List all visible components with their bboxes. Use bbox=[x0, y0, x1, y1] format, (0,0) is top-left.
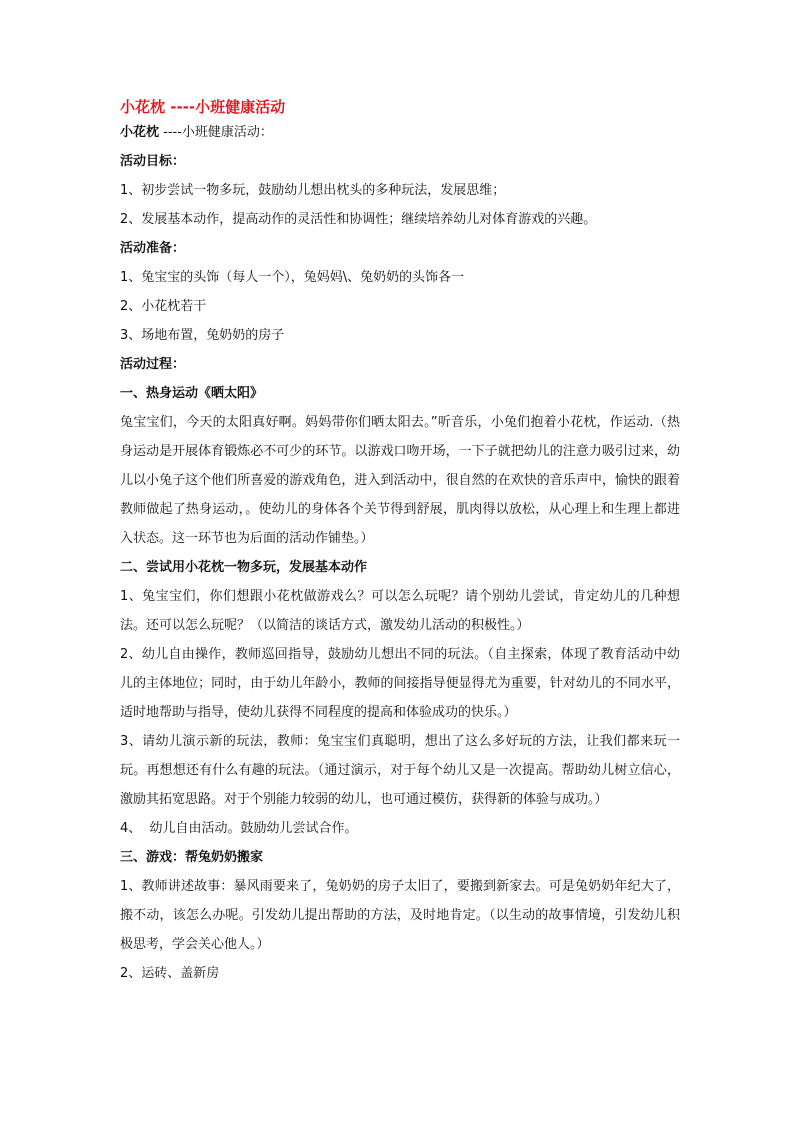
prep-item: 1、兔宝宝的头饰（每人一个），兔妈妈\、兔奶奶的头饰各一 bbox=[120, 270, 465, 285]
subtitle-rest: ----小班健康活动： bbox=[159, 125, 273, 140]
section2-item: 1、兔宝宝们，你们想跟小花枕做游戏么？可以怎么玩呢？请个别幼儿尝试，肯定幼儿的几种想法。还可以怎么玩呢？（以简洁的谈话方式，激发幼儿活动的积极性。） bbox=[120, 589, 680, 633]
goal-item: 1、初步尝试一物多玩，鼓励幼儿想出枕头的多种玩法，发展思维； bbox=[120, 183, 506, 198]
section2-heading: 二、尝试用小花枕一物多玩，发展基本动作 bbox=[120, 560, 368, 575]
process-heading: 活动过程： bbox=[120, 357, 186, 372]
goal-item: 2、发展基本动作，提高动作的灵活性和协调性；继续培养幼儿对体育游戏的兴趣。 bbox=[120, 212, 597, 227]
prep-heading: 活动准备： bbox=[120, 241, 186, 256]
prep-item: 2、小花枕若干 bbox=[120, 299, 207, 314]
section2-item: 2、幼儿自由操作，教师巡回指导，鼓励幼儿想出不同的玩法。（自主探索，体现了教育活动中幼儿的主体地位；同时，由于幼儿年龄小，教师的间接指导便显得尤为重要，针对幼儿的不同水平，适时地帮助与指导，使幼儿获得不同程度的提高和体验成功的快乐。） bbox=[120, 647, 680, 720]
section1-heading: 一、热身运动《晒太阳》 bbox=[120, 386, 264, 401]
document-page bbox=[120, 96, 680, 988]
document-subtitle bbox=[120, 118, 680, 147]
section2-item: 3、请幼儿演示新的玩法，教师：兔宝宝们真聪明，想出了这么多好玩的方法，让我们都来玩一玩。再想想还有什么有趣的玩法。（通过演示，对于每个幼儿又是一次提高。帮助幼儿树立信心，激励其拓宽思路。对于个别能力较弱的幼儿，也可通过模仿，获得新的体验与成功。） bbox=[120, 734, 680, 807]
section3-item: 2、运砖、盖新房 bbox=[120, 966, 220, 981]
section3-heading: 三、游戏：帮兔奶奶搬家 bbox=[120, 850, 264, 865]
section3-item: 1、教师讲述故事：暴风雨要来了，兔奶奶的房子太旧了，要搬到新家去。可是兔奶奶年纪大了，搬不动，该怎么办呢。引发幼儿提出帮助的方法，及时地肯定。（以生动的故事情境，引发幼儿积极思考，学会关心他人。） bbox=[120, 879, 680, 952]
document-title: 小花枕 ----小班健康活动 bbox=[120, 98, 286, 116]
subtitle-bold: 小花枕 bbox=[120, 125, 160, 140]
goals-heading: 活动目标： bbox=[120, 154, 186, 169]
prep-item: 3、场地布置，兔奶奶的房子 bbox=[120, 328, 285, 343]
section2-item: 4、 幼儿自由活动。鼓励幼儿尝试合作。 bbox=[120, 821, 358, 836]
section1-text: 兔宝宝们，今天的太阳真好啊。妈妈带你们晒太阳去。”听音乐，小兔们抱着小花枕，作运动.（热身运动是开展体育锻炼必不可少的环节。以游戏口吻开场，一下子就把幼儿的注意力吸引过来，幼儿以小兔子这个他们所喜爱的游戏角色，进入到活动中，很自然的在欢快的音乐声中，愉快的跟着教师做起了热身运动，。使幼儿的身体各个关节得到舒展，肌肉得以放松，从心理上和生理上都进入状态。这一环节也为后面的活动作铺垫。） bbox=[120, 415, 680, 546]
